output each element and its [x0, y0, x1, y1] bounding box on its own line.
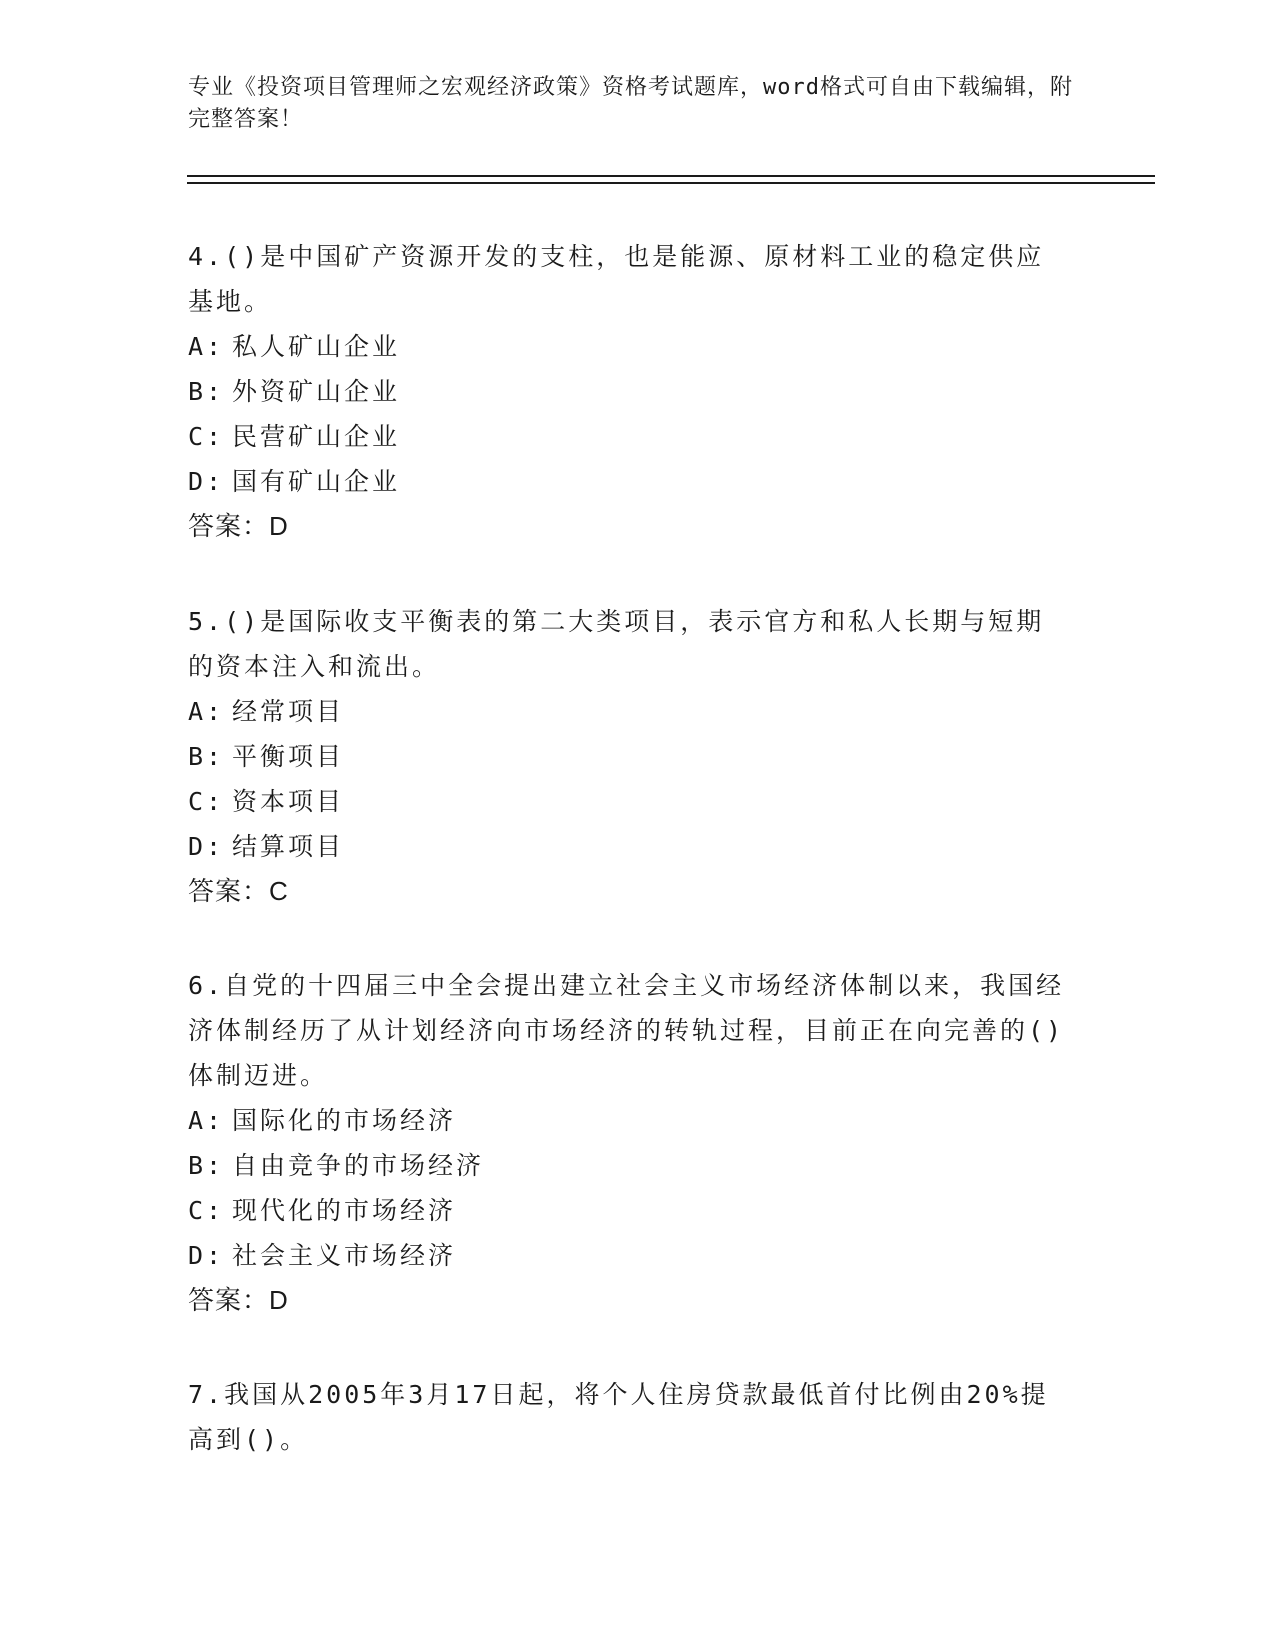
option-letter: C: [188, 422, 225, 451]
option-a [188, 324, 1068, 369]
option-letter: A: [188, 332, 225, 361]
option-text: 经常项目 [232, 697, 345, 726]
option-c [188, 414, 1068, 459]
option-letter: B: [188, 1151, 225, 1180]
question-stem: 4.()是中国矿产资源开发的支柱，也是能源、原材料工业的稳定供应基地。 [188, 242, 1045, 316]
option-c [188, 779, 1068, 824]
option-letter: C: [188, 1196, 225, 1225]
option-b [188, 734, 1068, 779]
option-text: 资本项目 [232, 787, 345, 816]
header-divider-top [187, 175, 1155, 177]
option-b [188, 1143, 1068, 1188]
question-7 [188, 1372, 1068, 1462]
option-d [188, 824, 1068, 869]
document-header: 专业《投资项目管理师之宏观经济政策》资格考试题库，word格式可自由下载编辑，附完整答案！ [188, 75, 1073, 132]
answer-line: 答案：D [188, 1285, 289, 1315]
option-letter: D: [188, 1241, 225, 1270]
option-text: 结算项目 [232, 832, 345, 861]
option-letter: A: [188, 1106, 225, 1135]
option-letter: D: [188, 467, 225, 496]
option-letter: A: [188, 697, 225, 726]
question-stem: 6.自党的十四届三中全会提出建立社会主义市场经济体制以来，我国经济体制经历了从计划经济向市场经济的转轨过程，目前正在向完善的()体制迈进。 [188, 971, 1065, 1090]
option-c [188, 1188, 1068, 1233]
answer-line: 答案：D [188, 511, 289, 541]
question-5 [188, 599, 1068, 914]
option-a [188, 689, 1068, 734]
question-4 [188, 234, 1068, 549]
option-b [188, 369, 1068, 414]
answer-line: 答案：C [188, 876, 289, 906]
header-divider-bottom [187, 182, 1155, 184]
question-6 [188, 963, 1068, 1323]
option-d [188, 1233, 1068, 1278]
option-letter: D: [188, 832, 225, 861]
option-a [188, 1098, 1068, 1143]
option-text: 社会主义市场经济 [232, 1241, 457, 1270]
option-text: 国际化的市场经济 [232, 1106, 457, 1135]
option-text: 国有矿山企业 [232, 467, 401, 496]
option-text: 外资矿山企业 [232, 377, 401, 406]
question-stem: 7.我国从2005年3月17日起，将个人住房贷款最低首付比例由20%提高到()。 [188, 1380, 1049, 1454]
option-text: 现代化的市场经济 [232, 1196, 457, 1225]
question-stem: 5.()是国际收支平衡表的第二大类项目，表示官方和私人长期与短期的资本注入和流出。 [188, 607, 1045, 681]
option-text: 民营矿山企业 [232, 422, 401, 451]
option-text: 平衡项目 [232, 742, 345, 771]
option-letter: B: [188, 742, 225, 771]
option-letter: C: [188, 787, 225, 816]
option-letter: B: [188, 377, 225, 406]
option-text: 自由竞争的市场经济 [232, 1151, 485, 1180]
option-d [188, 459, 1068, 504]
option-text: 私人矿山企业 [232, 332, 401, 361]
